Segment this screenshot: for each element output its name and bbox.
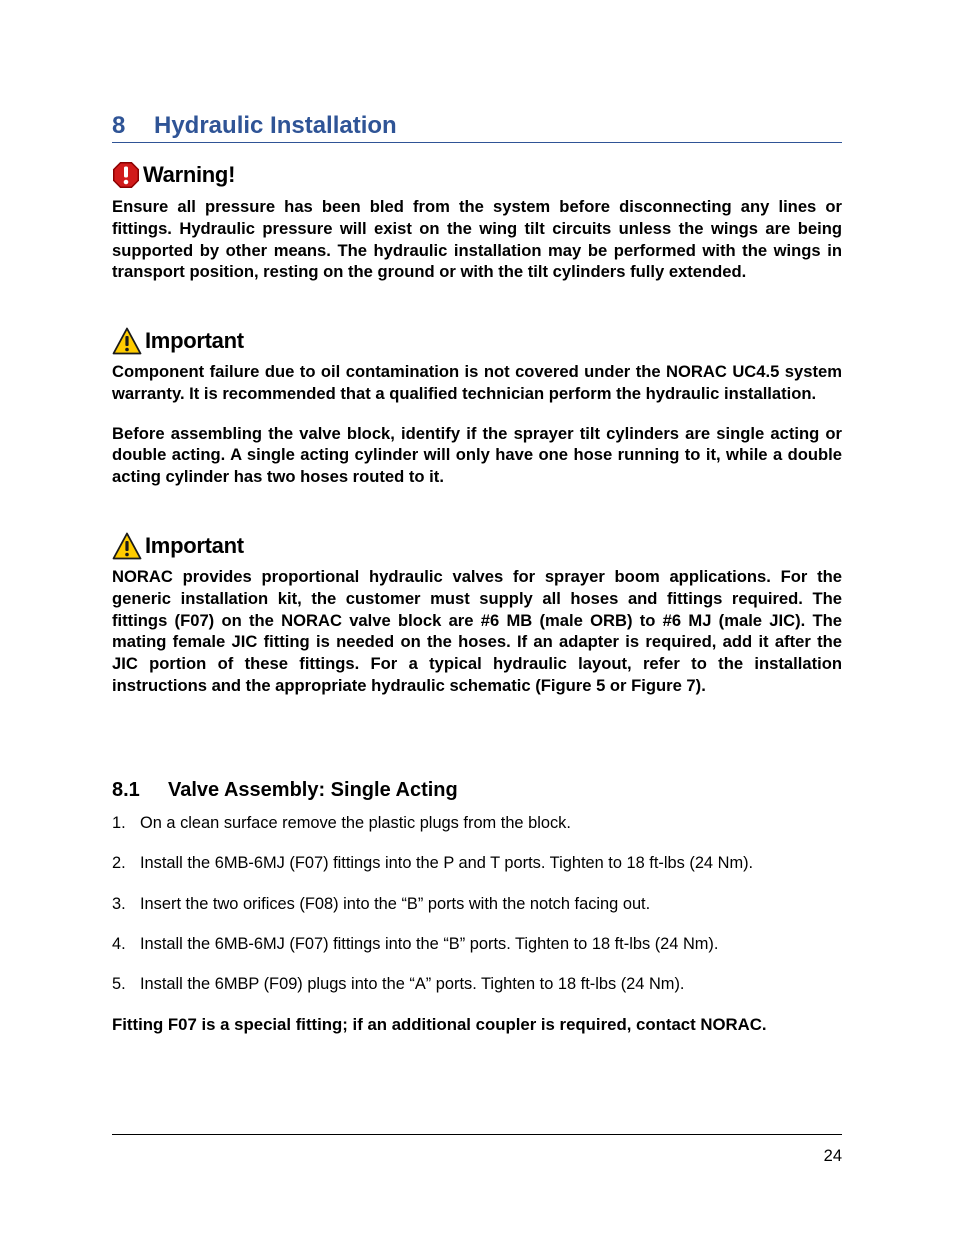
subsection-heading [112, 776, 842, 804]
important-text-2: NORAC provides proportional hydraulic valves for sprayer boom applications. For the generic installation kit, the customer must supply all hoses and fittings required. The fittings (F07) on the NORAC valve block are #6 MB (male ORB) to #6 MJ (male JIC). The mating female JIC fitting is needed on the hoses. If an adapter is required, add it after the JIC portion of these fittings. For a typical hydraulic layout, refer to the installation instructions and the appropriate hydraulic schematic (Figure 5 or Figure 7). [112, 567, 842, 695]
warning-notice [112, 160, 842, 283]
list-item: 1. On a clean surface remove the plastic plugs from the block. [112, 814, 571, 832]
section-title: Hydraulic Installation [154, 112, 397, 139]
section-number: 8 [112, 112, 126, 139]
list-item: 5. Install the 6MBP (F09) plugs into the “A” ports. Tighten to 18 ft-lbs (24 Nm). [112, 975, 685, 994]
list-item: 2. Install the 6MB-6MJ (F07) fittings into the P and T ports. Tighten to 18 ft-lbs (24 Nm). [112, 854, 754, 873]
important-notice-2 [112, 531, 842, 697]
caution-triangle-icon [112, 532, 142, 560]
list-item: 4. Install the 6MB-6MJ (F07) fittings into the “B” ports. Tighten to 18 ft-lbs (24 Nm). [112, 934, 719, 953]
warning-label: Warning! [143, 162, 236, 187]
section-heading [112, 110, 842, 143]
important-header-1 [112, 326, 842, 356]
footer-divider [112, 1134, 842, 1135]
important-paragraph-2: Before assembling the valve block, identify if the sprayer tilt cylinders are single acting or double acting. A single acting cylinder will only have one hose running to it, while a double acting cylinder has two hoses routed to it. [112, 423, 842, 487]
subsection-title: Valve Assembly: Single Acting [168, 779, 458, 801]
important-paragraph-1: Component failure due to oil contamination is not covered under the NORAC UC4.5 system warranty. It is recommended that a qualified technician perform the hydraulic installation. [112, 362, 842, 403]
subsection-number: 8.1 [112, 779, 140, 801]
important-label-2: Important [145, 533, 244, 558]
caution-triangle-icon [112, 327, 142, 355]
steps-list [112, 811, 842, 1012]
important-header-2 [112, 531, 842, 561]
warning-text: Ensure all pressure has been bled from the system before disconnecting any lines or fittings. Hydraulic pressure will exist on the wing tilt circuits unless the wings are being supported by other means. The hydraulic installation may be performed with the wings in transport position, resting on the ground or with the tilt cylinders fully extended. [112, 197, 842, 282]
warning-header [112, 160, 842, 190]
fitting-note: Fitting F07 is a special fitting; if an additional coupler is required, contact NORAC. [112, 1015, 767, 1034]
list-item: 3. Insert the two orifices (F08) into the “B” ports with the notch facing out. [112, 894, 651, 913]
page-number: 24 [823, 1147, 842, 1165]
important-label-1: Important [145, 328, 244, 353]
important-notice-1 [112, 326, 842, 488]
stop-warning-icon [112, 161, 140, 189]
